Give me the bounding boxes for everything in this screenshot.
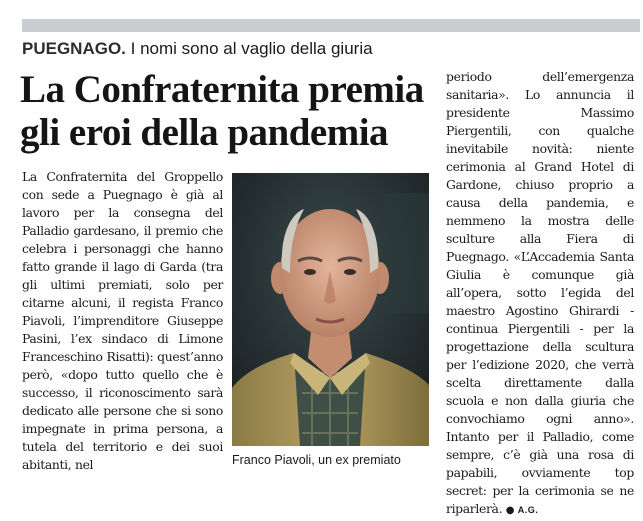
body-right-text: periodo dell’emergenza sanitaria». Lo annuncia il presidente Massimo Piergentili, con qualche inevitabile novità: niente cerimonia al Grand Hotel di Gardone, chiuso proprio a causa della pandemia, e nemmeno la mostra delle sculture alla Fiera di Puegnago. «L’Accademia Santa Giulia è comunque già all’opera, sotto l’egida del maestro Agostino Ghirardi - continua Piergentili - per la progettazione della scultura per l’edizione 2020, che verrà scelta direttamente dalla scuola e non dalla giuria che convochiamo ogni anno». Intanto per il Palladio, come sempre, c’è già una rosa di papabili, ovviamente top secret: per la cerimonia se ne riparlerà. xyxy=(446,69,634,516)
article-body-right-column xyxy=(446,68,634,520)
article-headline: La Confraternita premia gli eroi della pandemia xyxy=(20,68,424,154)
photo-caption: Franco Piavoli, un ex premiato xyxy=(232,453,401,467)
author-byline: A.G. xyxy=(517,505,539,515)
kicker-text: I nomi sono al vaglio della giuria xyxy=(130,39,373,58)
portrait-illustration xyxy=(232,173,429,446)
article-body-left-column: La Confraternita del Groppello con sede a Puegnago è già al lavoro per la consegna del Palladio gardesano, il premio che celebra i personaggi che hanno fatto grande il lago di Garda (tra gli ultimi premiati, solo per citarne alcuni, il regista Franco Piavoli, l’imprenditore Giuseppe Pasini, l’ex sindaco di Limone Franceschino Risatti): quest’anno però, «dopo tutto quello che è successo, il riconoscimento sarà dedicato alle persone che si sono impegnate in prima persona, a tutela del territorio e dei suoi abitanti, nel xyxy=(22,169,223,472)
byline-bullet: ● xyxy=(505,505,515,516)
kicker-place: PUEGNAGO. xyxy=(22,39,126,58)
article-kicker xyxy=(22,39,422,59)
article-photo xyxy=(232,173,429,446)
section-header-bar xyxy=(22,19,640,32)
